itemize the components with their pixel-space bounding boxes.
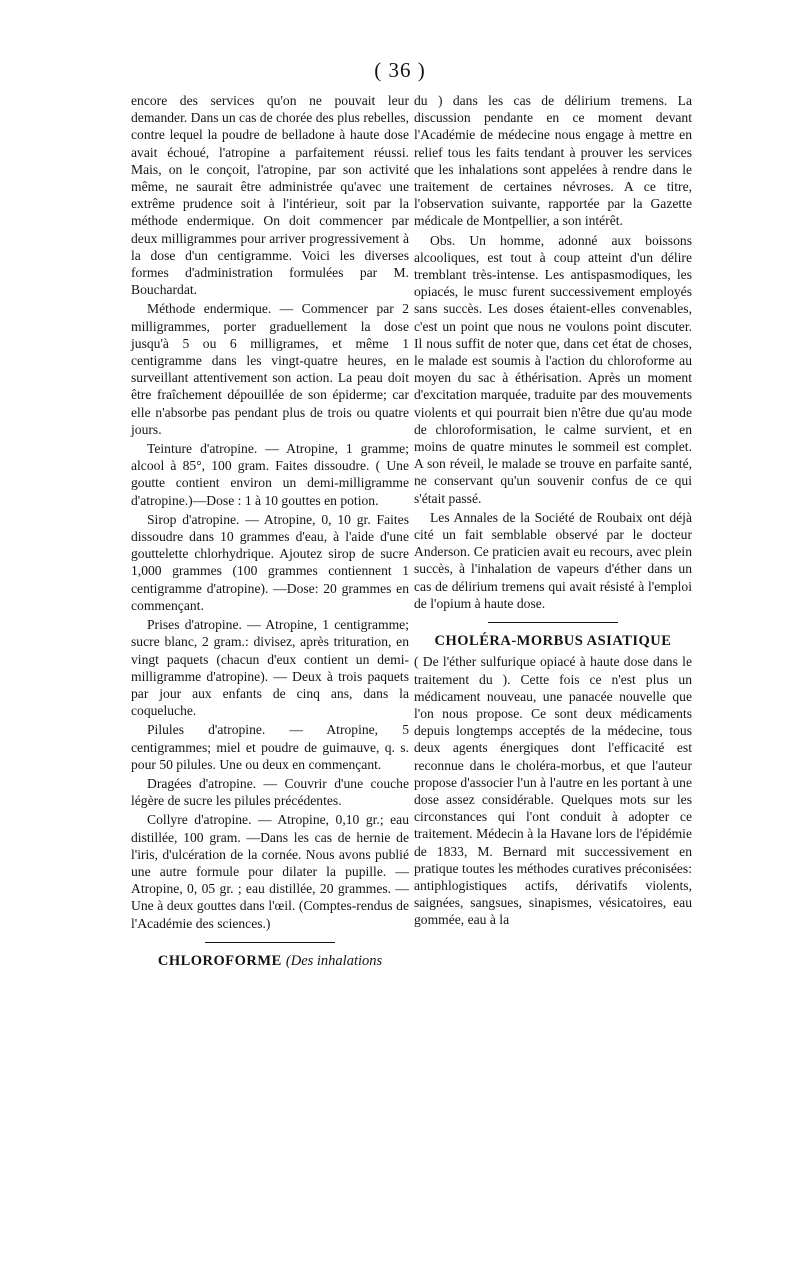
heading-subtitle: (Des inhalations (285, 952, 383, 969)
paragraph: encore des services qu'on ne pouvait leur demander. Dans un cas de chorée des plus rebelles, contre lequel la poudre de belladone à haute dose avait échoué, l'atropine a parfaitement réussi. Mais, on le conçoit, l'atropine, par son activité même, ne saurait être administrée qu'avec une extrême prudence soit à l'intérieur, soit par la méthode endermique. On doit commencer par deux milligrammes pour arriver progressivement à la dose d'un centigramme. Voici les diverses formes d'administration formulées par M. Bouchardat. (131, 93, 409, 298)
heading-title: CHLOROFORME (157, 952, 282, 969)
paragraph: du ) dans les cas de délirium tremens. La discussion pendante en ce moment devant l'Académie de médecine nous engage à mettre en relief tous les faits tendant à prouver les services que les inhalations sont appelées à rendre dans le traitement de certaines névroses. A ce titre, l'observation suivante, rapportée par la Gazette médicale de Montpellier, a son intérêt. (414, 93, 692, 229)
section-heading-chloroforme (131, 953, 409, 970)
section-divider (488, 622, 618, 623)
paragraph: Les Annales de la Société de Roubaix ont déjà cité un fait semblable observé par le docteur Anderson. Ce praticien avait eu recours, avec plein succès, à l'inhalation de vapeurs d'éther dans un cas de délirium tremens qui avait résisté à l'emploi de l'opium à haute dose. (414, 509, 692, 611)
left-column (131, 92, 409, 973)
paragraph: ( De l'éther sulfurique opiacé à haute dose dans le traitement du ). Cette fois ce n'est plus un médicament nouveau, une panacée nouvelle que l'on nous propose. Ce sont deux médicaments depuis longtemps acceptés de la médecine, tous deux agents énergiques dont l'efficacité est reconnue dans le choléra-morbus, et que l'auteur propose d'associer l'un à l'autre en les portant à une dose assez considérable. Quelques mots sur les circonstances qui l'ont conduit à adopter ce traitement. Médecin à la Havane lors de l'épidémie de 1833, M. Bernard mit successivement en pratique toutes les méthodes curatives préconisées: antiphlogistiques actifs, dérivatifs violents, saignées, sangsues, sinapismes, vésicatoires, eau gommée, eau à la (414, 654, 692, 928)
paragraph: Obs. Un homme, adonné aux boissons alcooliques, est tout à coup atteint d'un délire tremblant très-intense. Les antispasmodiques, les opiacés, le musc furent successivement employés sans succès. Les doses étaient-elles convenables, c'est un point que nous ne voulons point discuter. Il nous suffit de noter que, dans cet état de choses, le malade est soumis à l'action du chloroforme au moyen du sac à éthérisation. Après un moment d'excitation marquée, traduite par des mouvements violents et qui pourrait bien n'être due qu'au mode de chloroformisation, le calme survient, et en moins de quatre minutes le sommeil est complet. A son réveil, le malade se trouve en parfaite santé, ne conservant qu'un souvenir confus de ce qui s'était passé. (414, 232, 692, 506)
paragraph: Sirop d'atropine. — Atropine, 0, 10 gr. Faites dissoudre dans 10 grammes d'eau, à l'aide d'une gouttelette chlorhydrique. Ajoutez sirop de sucre 1,000 grammes (100 grammes contiennent 1 centigramme d'atropine). —Dose: 20 grammes en commençant. (131, 511, 409, 613)
paragraph: Prises d'atropine. — Atropine, 1 centigramme; sucre blanc, 2 gram.: divisez, après trituration, en vingt paquets (chacun d'eux contient un demi-milligramme d'atropine). — Deux à trois paquets par jour aux enfants de cinq ans, dans la coqueluche. (131, 617, 409, 719)
section-heading-cholera: CHOLÉRA-MORBUS ASIATIQUE (434, 633, 672, 650)
paragraph: Méthode endermique. — Commencer par 2 milligrammes, porter graduellement la dose jusqu'à 5 ou 6 milligrames, et même 1 centigramme dans les vingt-quatre heures, en surveillant attentivement son action. La peau doit être fraîchement dépouillée de son épiderme; car elle n'absorbe pas pendant plus de trois ou quatre jours. (131, 301, 409, 437)
right-column (414, 92, 692, 931)
paragraph: Collyre d'atropine. — Atropine, 0,10 gr.; eau distillée, 100 gram. —Dans les cas de hernie de l'iris, d'ulcération de la cornée. Nous avons publié une autre formule pour dilater la pupille. — Atropine, 0, 05 gr. ; eau distillée, 20 grammes. — Une à deux gouttes dans l'œil. (Comptes-rendus de l'Académie des sciences.) (131, 812, 409, 931)
paragraph: Pilules d'atropine. — Atropine, 5 centigrammes; miel et poudre de guimauve, q. s. pour 50 pilules. Une ou deux en commençant. (131, 722, 409, 772)
page-number: ( 36 ) (374, 58, 426, 82)
section-divider (205, 942, 335, 943)
paragraph: Dragées d'atropine. — Couvrir d'une couche légère de sucre les pilules précédentes. (131, 775, 409, 809)
paragraph: Teinture d'atropine. — Atropine, 1 gramme; alcool à 85°, 100 gram. Faites dissoudre. ( Une goutte contient environ un demi-milligramme d'atropine.)—Dose : 1 à 10 gouttes en potion. (131, 441, 409, 508)
